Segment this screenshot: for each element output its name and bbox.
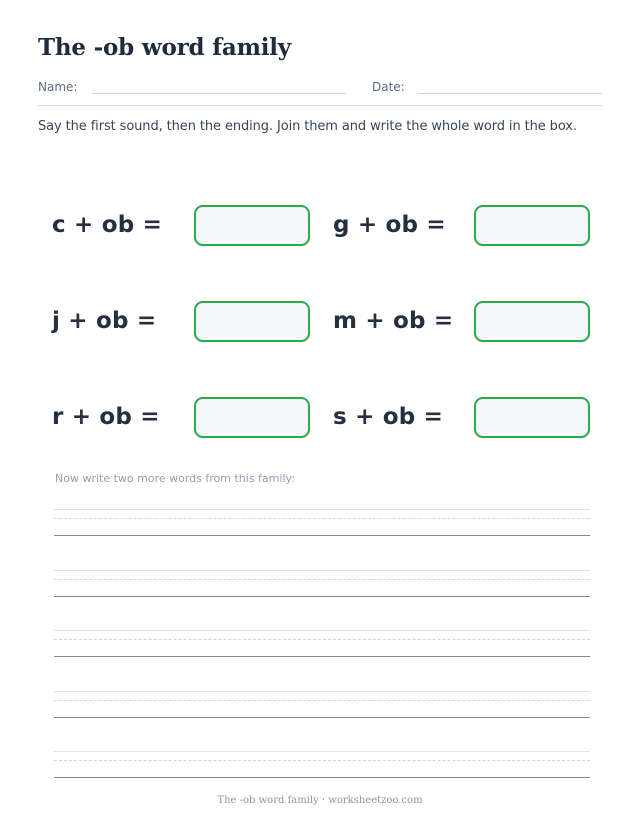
answer-box-s[interactable] — [474, 397, 590, 438]
answer-box-r[interactable] — [194, 397, 310, 438]
line-top — [54, 570, 590, 571]
line-base — [54, 717, 590, 718]
header-divider — [38, 105, 602, 106]
worksheet-title: The -ob word family — [38, 34, 291, 61]
line-top — [54, 751, 590, 752]
answer-box-c[interactable] — [194, 205, 310, 246]
line-mid — [54, 518, 590, 519]
equation-r: r + ob = — [52, 404, 160, 430]
equation-m: m + ob = — [333, 308, 454, 334]
date-field[interactable] — [418, 93, 602, 94]
line-top — [54, 630, 590, 631]
line-base — [54, 535, 590, 536]
footer-text: The -ob word family · worksheetzoo.com — [217, 795, 423, 806]
line-top — [54, 691, 590, 692]
equation-g: g + ob = — [333, 212, 446, 238]
line-base — [54, 656, 590, 657]
date-label: Date: — [372, 80, 405, 94]
answer-box-m[interactable] — [474, 301, 590, 342]
line-mid — [54, 639, 590, 640]
line-top — [54, 509, 590, 510]
answer-box-j[interactable] — [194, 301, 310, 342]
line-mid — [54, 760, 590, 761]
name-label: Name: — [38, 80, 78, 94]
instructions: Say the first sound, then the ending. Join them and write the whole word in the box. — [38, 119, 577, 134]
answer-box-g[interactable] — [474, 205, 590, 246]
equation-s: s + ob = — [333, 404, 444, 430]
writing-prompt: Now write two more words from this family: — [55, 472, 295, 485]
name-field[interactable] — [92, 93, 346, 94]
line-mid — [54, 579, 590, 580]
equation-j: j + ob = — [52, 308, 157, 334]
line-base — [54, 596, 590, 597]
line-mid — [54, 700, 590, 701]
line-base — [54, 777, 590, 778]
equation-c: c + ob = — [52, 212, 163, 238]
